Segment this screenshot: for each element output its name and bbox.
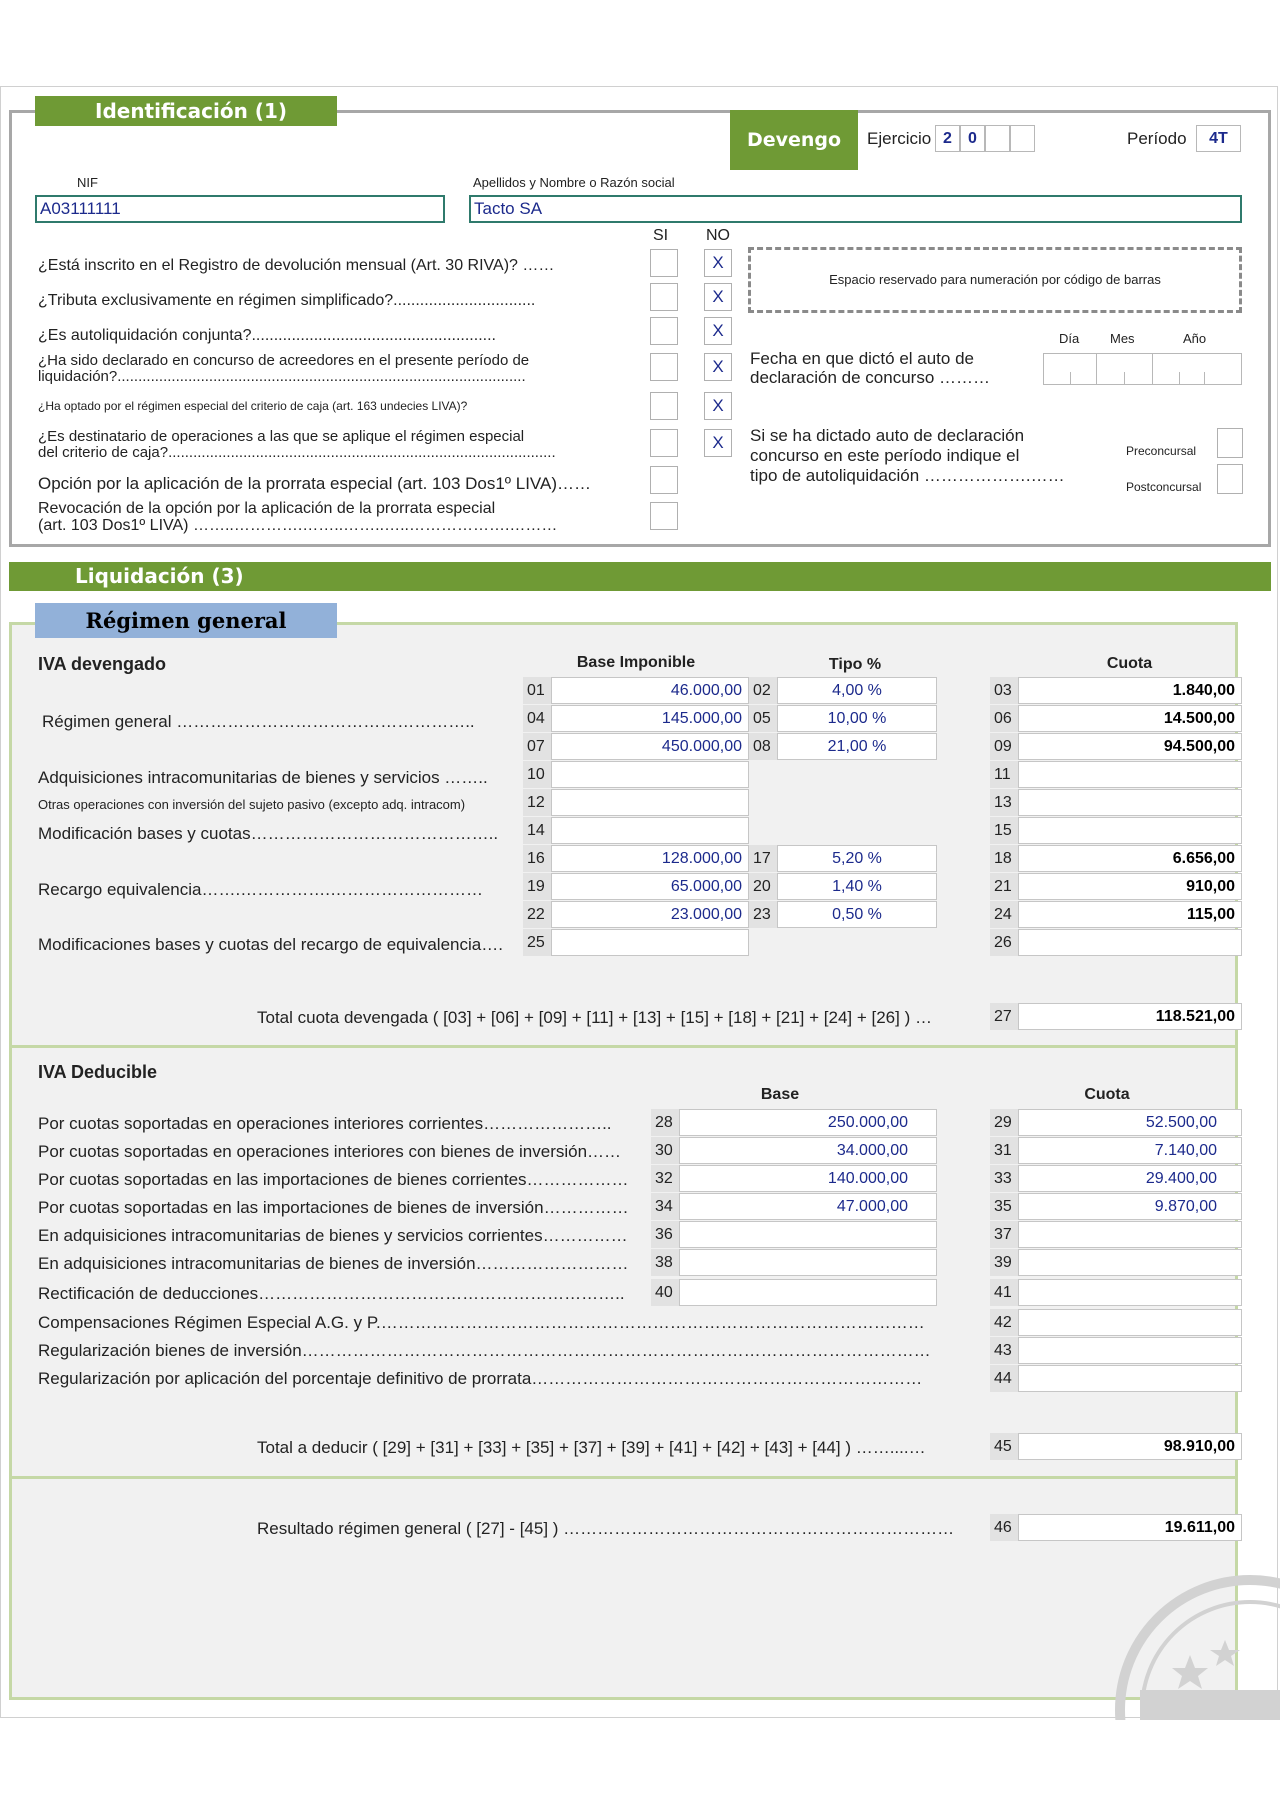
regimen-general-tab[interactable]: Régimen general <box>35 603 337 638</box>
ded-long-row-label: Regularización por aplicación del porcentaje definitivo de prorrata…………………………………………………………… <box>38 1369 923 1388</box>
ejercicio-digit[interactable] <box>1010 125 1035 152</box>
question-text: ¿Está inscrito en el Registro de devolución mensual (Art. 30 RIVA)? …… <box>38 257 555 274</box>
total-devengada-label: Total cuota devengada ( [03] + [06] + [09] + [11] + [13] + [15] + [18] + [21] + [24] + [26] ) … <box>257 1008 932 1027</box>
question-no-checkbox[interactable]: X <box>704 249 732 277</box>
base-field[interactable] <box>551 817 749 844</box>
tipo-field[interactable]: 21,00 % <box>777 733 937 760</box>
base-field[interactable]: 128.000,00 <box>551 845 749 872</box>
box-number: 29 <box>990 1109 1018 1136</box>
question-no-checkbox[interactable]: X <box>704 283 732 311</box>
tipo-field[interactable]: 1,40 % <box>777 873 937 900</box>
box-number: 03 <box>990 677 1018 704</box>
auto-label <box>750 426 1065 486</box>
ejercicio-digit[interactable]: 0 <box>960 125 985 152</box>
date-tick <box>1179 372 1180 385</box>
tipo-field[interactable]: 4,00 % <box>777 677 937 704</box>
ded-base-field[interactable]: 250.000,00 <box>679 1109 937 1136</box>
ded-cuota-field[interactable] <box>1018 1309 1242 1336</box>
cuota-field[interactable]: 1.840,00 <box>1018 677 1242 704</box>
question-si-checkbox[interactable] <box>650 392 678 420</box>
question-no-checkbox[interactable]: X <box>704 353 732 381</box>
base-field[interactable]: 46.000,00 <box>551 677 749 704</box>
ded-cuota-field[interactable]: 7.140,00 <box>1018 1137 1242 1164</box>
box-number: 09 <box>990 733 1018 760</box>
question-text: Opción por la aplicación de la prorrata especial (art. 103 Dos1º LIVA)…… <box>38 474 591 493</box>
base-field[interactable] <box>551 761 749 788</box>
ded-cuota-field[interactable] <box>1018 1279 1242 1306</box>
box-number: 16 <box>523 845 551 872</box>
ded-base-header: Base <box>760 1086 800 1103</box>
box-number: 45 <box>990 1433 1018 1460</box>
row-label-otras: Otras operaciones con inversión del sujeto pasivo (excepto adq. intracom) <box>38 797 466 812</box>
box-number: 38 <box>651 1249 679 1276</box>
resultado-section <box>9 1476 1238 1700</box>
box-number: 41 <box>990 1279 1018 1306</box>
fecha-label <box>750 349 990 387</box>
box-number: 36 <box>651 1221 679 1248</box>
base-field[interactable] <box>551 789 749 816</box>
question-text <box>38 353 529 385</box>
ded-row-label: En adquisiciones intracomunitarias de bienes de inversión……………………… <box>38 1254 629 1273</box>
ded-base-field[interactable]: 140.000,00 <box>679 1165 937 1192</box>
dia-label: Día <box>1059 331 1080 346</box>
box-number: 42 <box>990 1309 1018 1336</box>
identificacion-title: Identificación (1) <box>35 96 337 126</box>
ded-base-field[interactable] <box>679 1279 937 1306</box>
box-number: 37 <box>990 1221 1018 1248</box>
question-text-line: liquidación?.................................................................................................. <box>38 368 526 385</box>
ano-label: Año <box>1183 331 1207 346</box>
base-field[interactable]: 23.000,00 <box>551 901 749 928</box>
date-tick <box>1124 372 1125 385</box>
question-text: ¿Ha optado por el régimen especial del criterio de caja (art. 163 undecies LIVA)? <box>38 399 468 413</box>
box-number: 05 <box>749 705 777 732</box>
auto-label-line: concurso en este período indique el <box>750 446 1020 465</box>
devengo-title: Devengo <box>730 110 858 170</box>
question-si-checkbox[interactable] <box>650 466 678 494</box>
periodo-label: Período <box>1127 129 1187 148</box>
question-text-line: (art. 103 Dos1º LIVA) ……..………….……..……..…..……………….……… <box>38 517 558 534</box>
ded-cuota-header: Cuota <box>1084 1086 1130 1103</box>
box-number: 27 <box>990 1003 1018 1030</box>
cuota-field[interactable] <box>1018 817 1242 844</box>
watermark-stamp <box>1100 1560 1280 1720</box>
ded-cuota-field[interactable]: 52.500,00 <box>1018 1109 1242 1136</box>
box-number: 19 <box>523 873 551 900</box>
question-no-checkbox[interactable]: X <box>704 317 732 345</box>
question-text <box>38 429 556 461</box>
tipo-field[interactable]: 0,50 % <box>777 901 937 928</box>
box-number: 32 <box>651 1165 679 1192</box>
box-number: 04 <box>523 705 551 732</box>
iva-deducible-title: IVA Deducible <box>38 1062 158 1082</box>
ejercicio-digit[interactable] <box>985 125 1010 152</box>
si-header: SI <box>653 227 669 244</box>
ded-base-field[interactable] <box>679 1249 937 1276</box>
box-number: 08 <box>749 733 777 760</box>
ejercicio-digit[interactable]: 2 <box>935 125 960 152</box>
question-text <box>38 500 557 534</box>
auto-label-line: tipo de autoliquidación ……………….…… <box>750 466 1065 485</box>
postconcursal-label: Postconcursal <box>1126 480 1202 494</box>
mes-label: Mes <box>1110 331 1135 346</box>
base-field[interactable]: 65.000,00 <box>551 873 749 900</box>
box-number: 21 <box>990 873 1018 900</box>
box-number: 43 <box>990 1337 1018 1364</box>
box-number: 24 <box>990 901 1018 928</box>
box-number: 10 <box>523 761 551 788</box>
ded-base-field[interactable]: 34.000,00 <box>679 1137 937 1164</box>
box-number: 14 <box>523 817 551 844</box>
date-tick <box>1204 372 1205 385</box>
base-field[interactable] <box>551 929 749 956</box>
row-label-regimen-general: Régimen general …………………………………………….. <box>42 712 475 731</box>
box-number: 26 <box>990 929 1018 956</box>
ded-cuota-field[interactable] <box>1018 1337 1242 1364</box>
iva-devengado-title: IVA devengado <box>38 654 167 674</box>
total-devengada-field[interactable]: 118.521,00 <box>1018 1003 1242 1030</box>
question-text: ¿Es autoliquidación conjunta?....................................................... <box>38 327 496 344</box>
question-si-checkbox[interactable] <box>650 283 678 311</box>
question-si-checkbox[interactable] <box>650 353 678 381</box>
cuota-field[interactable] <box>1018 761 1242 788</box>
postconcursal-checkbox[interactable] <box>1217 464 1243 494</box>
cuota-field[interactable] <box>1018 929 1242 956</box>
ded-long-row-label: Compensaciones Régimen Especial A.G. y P.…………………………………………………………………………………… <box>38 1313 925 1332</box>
box-number: 25 <box>523 929 551 956</box>
base-header: Base Imponible <box>576 654 696 671</box>
box-number: 30 <box>651 1137 679 1164</box>
tipo-field[interactable]: 5,20 % <box>777 845 937 872</box>
question-text-line: ¿Ha sido declarado en concurso de acreedores en el presente período de <box>38 352 530 369</box>
box-number: 33 <box>990 1165 1018 1192</box>
box-number: 34 <box>651 1193 679 1220</box>
cuota-field[interactable]: 910,00 <box>1018 873 1242 900</box>
tipo-header: Tipo % <box>828 656 882 673</box>
box-number: 15 <box>990 817 1018 844</box>
box-number: 06 <box>990 705 1018 732</box>
question-si-checkbox[interactable] <box>650 429 678 457</box>
question-no-checkbox[interactable]: X <box>704 392 732 420</box>
question-si-checkbox[interactable] <box>650 317 678 345</box>
box-number: 20 <box>749 873 777 900</box>
barcode-area <box>748 247 1242 313</box>
base-field[interactable]: 145.000,00 <box>551 705 749 732</box>
base-field[interactable]: 450.000,00 <box>551 733 749 760</box>
date-tick <box>1070 372 1071 385</box>
question-si-checkbox[interactable] <box>650 502 678 530</box>
row-label-recargo: Recargo equivalencia…….…………….……………………… <box>38 880 483 899</box>
question-text-line: Revocación de la opción por la aplicación de la prorrata especial <box>38 500 496 517</box>
box-number: 12 <box>523 789 551 816</box>
box-number: 13 <box>990 789 1018 816</box>
no-header: NO <box>706 227 730 244</box>
box-number: 23 <box>749 901 777 928</box>
resultado-field[interactable]: 19.611,00 <box>1018 1514 1242 1541</box>
box-number: 44 <box>990 1365 1018 1392</box>
box-number: 22 <box>523 901 551 928</box>
row-label-adquisiciones: Adquisiciones intracomunitarias de bienes y servicios …….. <box>38 768 488 787</box>
ded-cuota-field[interactable] <box>1018 1221 1242 1248</box>
nif-label: NIF <box>77 175 98 190</box>
box-number: 28 <box>651 1109 679 1136</box>
nif-input[interactable]: A03111111 <box>35 195 445 223</box>
liquidacion-title: Liquidación (3) <box>9 562 1271 591</box>
box-number: 17 <box>749 845 777 872</box>
question-si-checkbox[interactable] <box>650 249 678 277</box>
ded-row-label: En adquisiciones intracomunitarias de bienes y servicios corrientes…………… <box>38 1226 628 1245</box>
box-number: 01 <box>523 677 551 704</box>
ejercicio-label: Ejercicio <box>867 129 932 148</box>
ded-row-label: Por cuotas soportadas en las importaciones de bienes de inversión…………… <box>38 1198 629 1217</box>
resultado-label: Resultado régimen general ( [27] - [45] ) …………………………………………………………… <box>257 1519 955 1538</box>
box-number: 18 <box>990 845 1018 872</box>
cuota-header: Cuota <box>1106 655 1153 672</box>
cuota-field[interactable]: 94.500,00 <box>1018 733 1242 760</box>
cuota-field[interactable]: 14.500,00 <box>1018 705 1242 732</box>
box-number: 46 <box>990 1514 1018 1541</box>
fecha-label-line: declaración de concurso ……… <box>750 368 991 387</box>
name-label: Apellidos y Nombre o Razón social <box>473 175 675 190</box>
question-text-line: del criterio de caja?............................................................................................. <box>38 444 556 461</box>
periodo-input[interactable]: 4T <box>1196 125 1241 152</box>
barcode-text: Espacio reservado para numeración por código de barras <box>829 272 1161 287</box>
box-number: 31 <box>990 1137 1018 1164</box>
row-label-mod-recargo: Modificaciones bases y cuotas del recargo de equivalencia…. <box>38 935 503 954</box>
date-divider <box>1152 354 1153 385</box>
ejercicio-input[interactable] <box>935 125 1035 152</box>
total-deducir-label: Total a deducir ( [29] + [31] + [33] + [35] + [37] + [39] + [41] + [42] + [43] + [44] ) ……....… <box>257 1438 926 1457</box>
ded-row-label: Por cuotas soportadas en las importaciones de bienes corrientes……………… <box>38 1170 629 1189</box>
ded-base-field[interactable]: 47.000,00 <box>679 1193 937 1220</box>
cuota-field[interactable]: 115,00 <box>1018 901 1242 928</box>
ded-cuota-field[interactable]: 29.400,00 <box>1018 1165 1242 1192</box>
ded-base-field[interactable] <box>679 1221 937 1248</box>
cuota-field[interactable]: 6.656,00 <box>1018 845 1242 872</box>
ded-row-label: Por cuotas soportadas en operaciones interiores corrientes………………….. <box>38 1114 612 1133</box>
box-number: 07 <box>523 733 551 760</box>
question-text-line: ¿Es destinatario de operaciones a las que se aplique el régimen especial <box>38 428 525 445</box>
ded-cuota-field[interactable] <box>1018 1365 1242 1392</box>
box-number: 40 <box>651 1279 679 1306</box>
auto-label-line: Si se ha dictado auto de declaración <box>750 426 1025 445</box>
preconcursal-checkbox[interactable] <box>1217 428 1243 458</box>
question-text: ¿Tributa exclusivamente en régimen simplificado?................................ <box>38 292 536 309</box>
tipo-field[interactable]: 10,00 % <box>777 705 937 732</box>
ded-cuota-field[interactable]: 9.870,00 <box>1018 1193 1242 1220</box>
cuota-field[interactable] <box>1018 789 1242 816</box>
box-number: 39 <box>990 1249 1018 1276</box>
preconcursal-label: Preconcursal <box>1126 444 1197 458</box>
fecha-label-line: Fecha en que dictó el auto de <box>750 349 974 368</box>
ded-row-label: Rectificación de deducciones……………………………………………………….. <box>38 1284 625 1303</box>
box-number: 35 <box>990 1193 1018 1220</box>
ded-long-row-label: Regularización bienes de inversión………………………………………………………………………………………………… <box>38 1341 931 1360</box>
question-no-checkbox[interactable]: X <box>704 429 732 457</box>
ded-cuota-field[interactable] <box>1018 1249 1242 1276</box>
box-number: 11 <box>990 761 1018 788</box>
row-label-modificacion: Modificación bases y cuotas…………………………………….. <box>38 824 499 843</box>
name-input[interactable]: Tacto SA <box>469 195 1242 223</box>
box-number: 02 <box>749 677 777 704</box>
ded-row-label: Por cuotas soportadas en operaciones interiores con bienes de inversión…… <box>38 1142 622 1161</box>
date-divider <box>1096 354 1097 385</box>
fecha-concurso-input[interactable] <box>1043 353 1242 385</box>
total-deducir-field[interactable]: 98.910,00 <box>1018 1433 1242 1460</box>
